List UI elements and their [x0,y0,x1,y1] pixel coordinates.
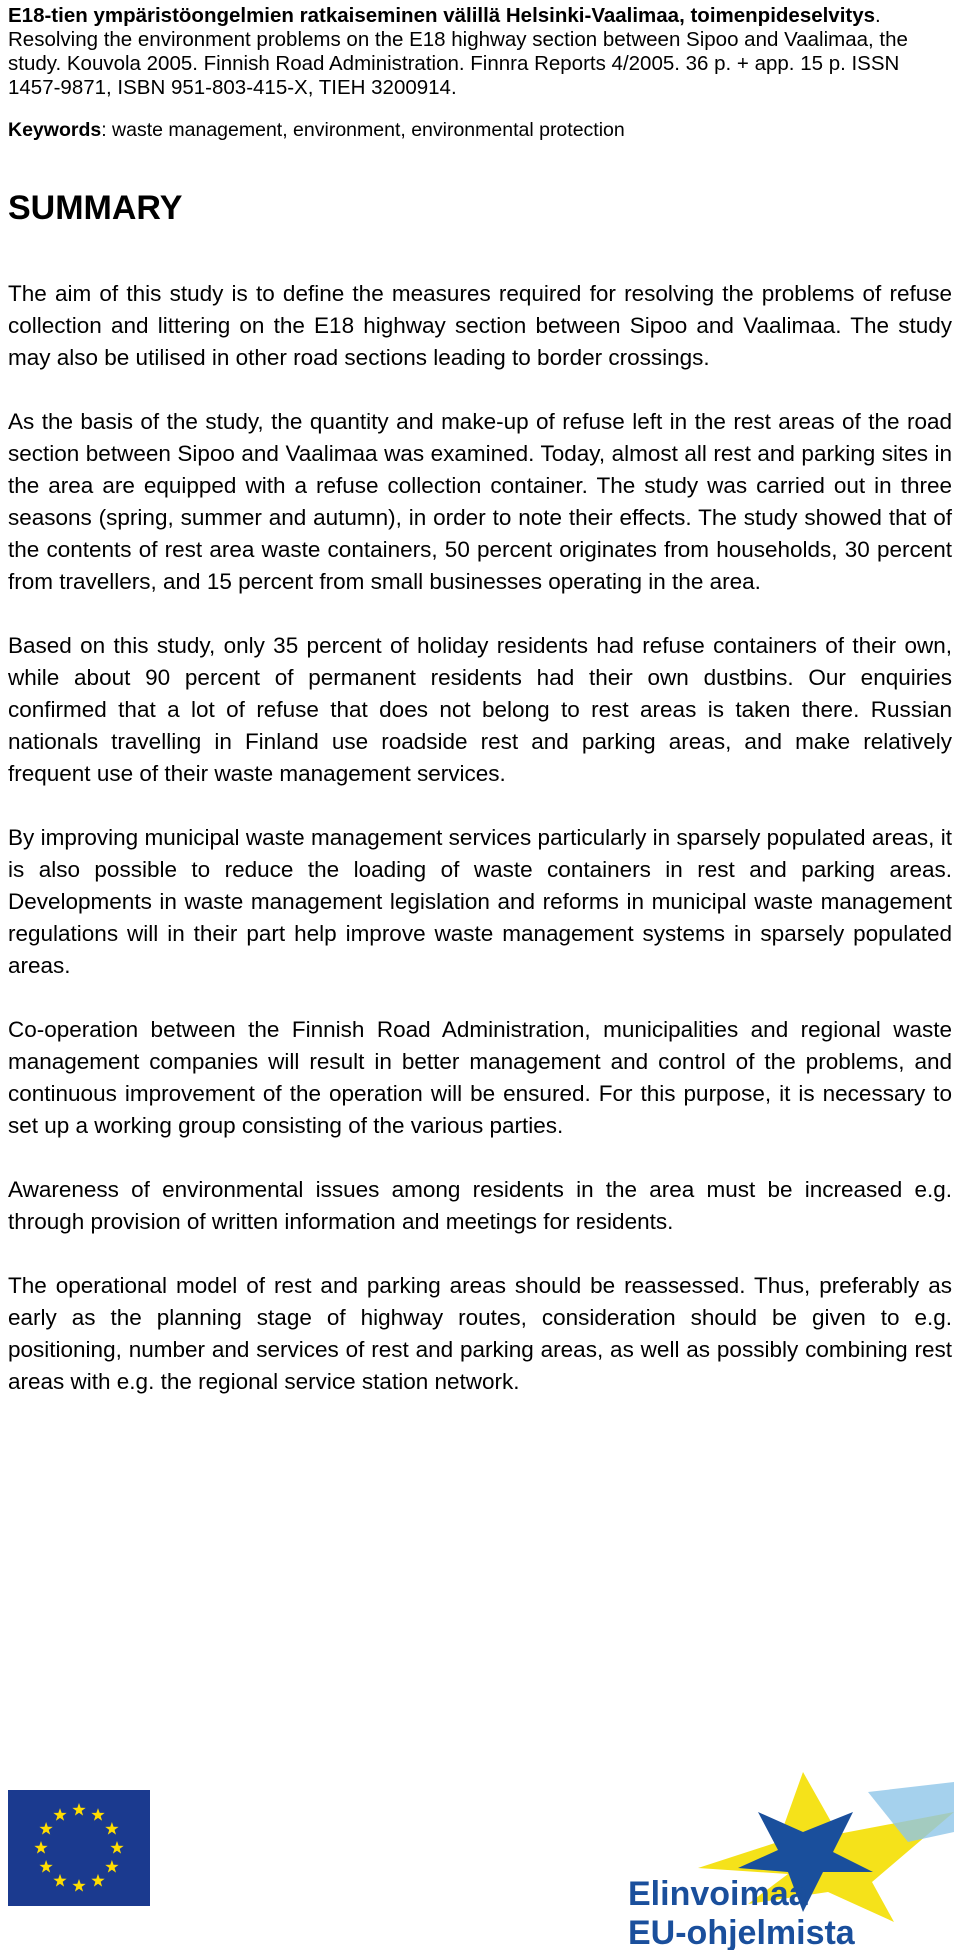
eu-flag-icon [8,1790,150,1906]
summary-paragraph: By improving municipal waste management services particularly in sparsely populated areas, it is also possible to reduce the loading of waste containers in rest and parking areas. Developments in waste management legislation and reforms in municipal waste management regulations will in their part help improve waste management systems in sparsely populated areas. [8,825,952,978]
keywords-value: : waste management, environment, environmental protection [101,119,625,141]
elinvoimaa-logo [628,1772,954,1950]
keywords-label: Keywords [8,119,102,141]
logo-text-line1: Elinvoimaa [628,1875,808,1913]
summary-paragraph: Awareness of environmental issues among residents in the area must be increased e.g. through provision of written information and meetings for residents. [8,1177,952,1234]
logo-text-line2: EU-ohjelmista [628,1914,855,1950]
summary-heading: SUMMARY [8,189,183,227]
summary-paragraph: Co-operation between the Finnish Road Administration, municipalities and regional waste management companies will result in better management and control of the problems, and continuous improvement of the operation will be ensured. For this purpose, it is necessary to set up a working group consisting of the various parties. [8,1017,952,1138]
summary-paragraph: The aim of this study is to define the measures required for resolving the problems of refuse collection and littering on the E18 highway section between Sipoo and Vaalimaa. The study may also be utilised in other road sections leading to border crossings. [8,281,952,370]
summary-paragraph: Based on this study, only 35 percent of holiday residents had refuse containers of their own, while about 90 percent of permanent residents had their own dustbins. Our enquiries confirmed that a lot of refuse that does not belong to rest areas is taken there. Russian nationals travelling in Finland use roadside rest and parking areas, and make relatively frequent use of their waste management services. [8,633,952,786]
content-area [8,4,952,1430]
summary-paragraph: The operational model of rest and parking areas should be reassessed. Thus, preferably as early as the planning stage of highway routes, consideration should be given to e.g. positioning, number and services of rest and parking areas, as well as possibly combining rest areas with e.g. the regional service station network. [8,1273,952,1394]
finnish-title: E18-tien ympäristöongelmien ratkaiseminen välillä Helsinki-Vaalimaa, toimenpideselvitys [8,4,876,27]
keywords-line [8,118,952,142]
summary-paragraph: As the basis of the study, the quantity and make-up of refuse left in the rest areas of the road section between Sipoo and Vaalimaa was examined. Today, almost all rest and parking sites in the area are equipped with a refuse collection container. The study was carried out in three seasons (spring, summer and autumn), in order to note their effects. The study showed that of the contents of rest area waste containers, 50 percent originates from households, 30 percent from travellers, and 15 percent from small businesses operating in the area. [8,409,952,594]
summary-body [8,278,952,1398]
biblio-details: . Resolving the environment problems on the E18 highway section between Sipoo and Vaalimaa, the study. Kouvola 2005. Finnish Road Administration. Finnra Reports 4/2005. 36 p. + app. 15 p. ISSN 1457-9871, ISBN 951-803-415-X, TIEH 3200914. [8,4,908,99]
bibliographic-reference [8,4,952,100]
